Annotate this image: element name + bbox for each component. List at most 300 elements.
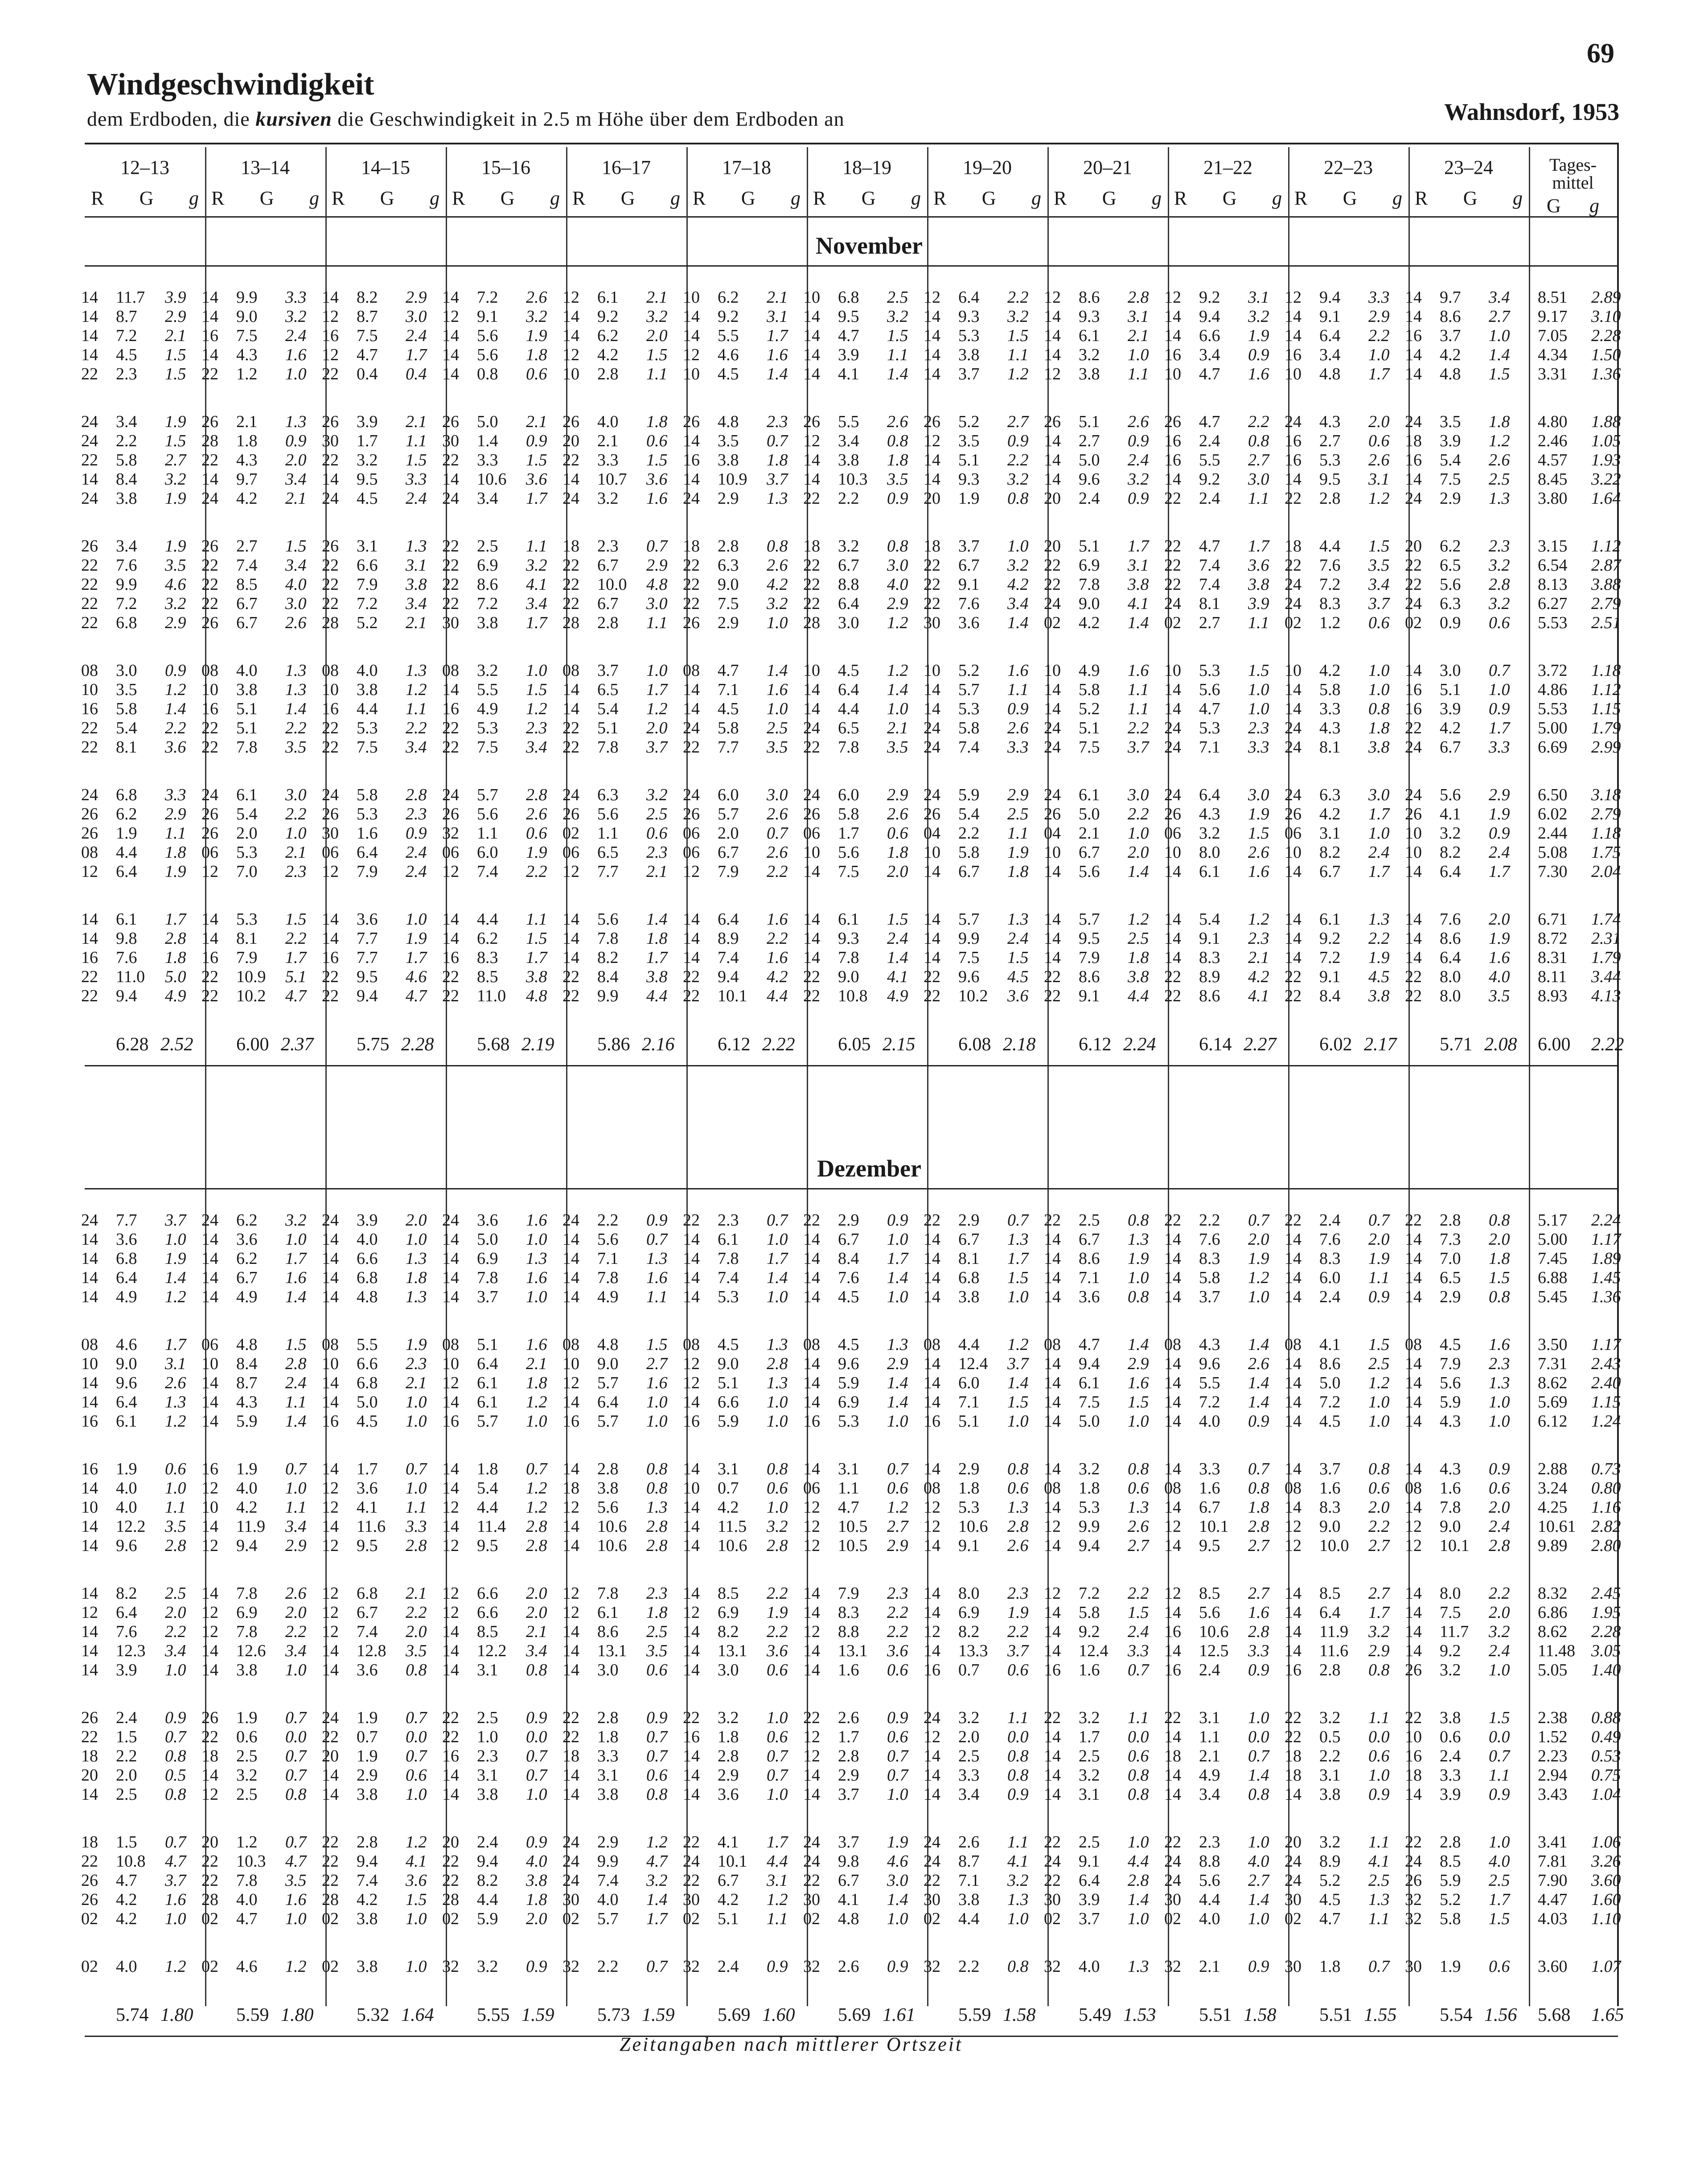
wind-direction: 14 — [1164, 1230, 1181, 1249]
wind-speed-2m: 1.4 — [646, 910, 668, 929]
monthly-mean-ground: 5.59 — [958, 2005, 991, 2025]
wind-direction: 14 — [1405, 346, 1422, 364]
wind-speed-ground: 13.1 — [718, 1642, 747, 1660]
column-subheader — [686, 187, 807, 210]
wind-speed-ground: 8.4 — [597, 967, 619, 986]
wind-speed-ground: 7.5 — [1440, 1603, 1461, 1622]
wind-direction: 14 — [1044, 1785, 1061, 1804]
wind-speed-2m: 1.6 — [767, 910, 788, 929]
wind-speed-ground: 1.1 — [838, 1479, 859, 1498]
wind-speed-2m: 2.6 — [767, 805, 788, 823]
daily-mean-2m: 2.28 — [1591, 1622, 1621, 1641]
wind-speed-2m: 2.8 — [646, 1536, 668, 1555]
wind-direction: 22 — [201, 719, 218, 737]
wind-speed-ground: 3.7 — [838, 1785, 859, 1804]
wind-speed-ground: 9.1 — [958, 575, 980, 594]
wind-speed-ground: 5.9 — [958, 786, 980, 804]
daily-mean-2m: 1.88 — [1591, 412, 1621, 431]
wind-direction: 14 — [924, 1785, 940, 1804]
wind-speed-ground: 3.9 — [357, 412, 378, 431]
wind-direction: 14 — [81, 1393, 98, 1411]
wind-direction: 14 — [442, 1230, 459, 1249]
wind-speed-2m: 1.1 — [1128, 680, 1149, 699]
wind-direction: 14 — [1164, 1498, 1181, 1517]
wind-speed-ground: 9.2 — [1079, 1622, 1100, 1641]
wind-speed-ground: 3.7 — [958, 365, 980, 383]
wind-speed-2m: 2.2 — [1248, 412, 1269, 431]
wind-direction: 24 — [924, 719, 940, 737]
wind-speed-2m: 1.8 — [526, 1890, 547, 1909]
wind-speed-2m: 1.7 — [767, 326, 788, 345]
wind-direction: 10 — [924, 661, 940, 680]
wind-speed-ground: 5.4 — [597, 699, 619, 718]
wind-speed-ground: 6.3 — [1319, 786, 1341, 804]
wind-speed-ground: 4.2 — [1079, 613, 1100, 632]
wind-direction: 14 — [1164, 1374, 1181, 1392]
wind-direction: 12 — [322, 862, 339, 881]
wind-speed-2m: 0.6 — [767, 1479, 788, 1498]
wind-speed-2m: 1.4 — [165, 699, 186, 718]
wind-speed-ground: 4.1 — [718, 1833, 739, 1851]
wind-speed-2m: 1.8 — [526, 346, 547, 364]
wind-speed-ground: 10.6 — [958, 1517, 988, 1536]
column-header-label: 17–18 — [722, 156, 771, 178]
wind-direction: 26 — [81, 537, 98, 555]
wind-direction: 16 — [1405, 326, 1422, 345]
table-row — [0, 699, 1621, 719]
wind-speed-2m: 1.0 — [767, 1785, 788, 1804]
wind-speed-ground: 0.5 — [1319, 1728, 1341, 1746]
wind-speed-2m: 2.2 — [406, 719, 427, 737]
wind-speed-2m: 2.5 — [1489, 1871, 1510, 1890]
wind-speed-ground: 4.7 — [838, 326, 859, 345]
wind-direction: 10 — [803, 661, 820, 680]
wind-speed-2m: 2.2 — [285, 1622, 307, 1641]
wind-speed-ground: 8.0 — [1440, 1584, 1461, 1603]
wind-speed-ground: 8.5 — [1440, 1852, 1461, 1871]
wind-direction: 22 — [322, 1871, 339, 1890]
wind-direction: 32 — [1405, 1909, 1422, 1928]
wind-speed-ground: 7.8 — [597, 1584, 619, 1603]
wind-direction: 14 — [924, 948, 940, 967]
wind-direction: 14 — [1044, 346, 1061, 364]
wind-speed-ground: 8.6 — [1199, 987, 1220, 1005]
wind-speed-ground: 3.4 — [477, 489, 498, 508]
wind-speed-2m: 1.3 — [406, 661, 427, 680]
wind-speed-2m: 4.1 — [887, 967, 908, 986]
wind-speed-ground: 2.1 — [597, 432, 619, 450]
wind-speed-2m: 1.9 — [1489, 929, 1510, 948]
wind-speed-2m: 0.8 — [1128, 1211, 1149, 1230]
wind-direction: 06 — [803, 1479, 820, 1498]
wind-speed-2m: 3.8 — [526, 967, 547, 986]
daily-mean-2m: 2.31 — [1591, 929, 1621, 948]
wind-direction: 22 — [562, 1728, 579, 1746]
wind-direction: 12 — [562, 1498, 579, 1517]
wind-speed-ground: 9.5 — [477, 1536, 498, 1555]
wind-direction: 14 — [1285, 1412, 1302, 1431]
wind-direction: 14 — [81, 326, 98, 345]
wind-speed-2m: 1.3 — [285, 661, 307, 680]
wind-speed-ground: 9.6 — [116, 1374, 137, 1392]
daily-mean-2m: 3.44 — [1591, 967, 1621, 986]
wind-speed-2m: 0.7 — [1248, 1747, 1269, 1765]
wind-speed-ground: 1.5 — [116, 1833, 137, 1851]
wind-speed-ground: 3.3 — [958, 1766, 980, 1785]
subheader-g: g — [189, 187, 199, 209]
wind-speed-2m: 1.2 — [646, 1833, 668, 1851]
wind-speed-2m: 1.5 — [1248, 661, 1269, 680]
wind-speed-ground: 4.2 — [718, 1890, 739, 1909]
wind-speed-2m: 1.0 — [165, 1479, 186, 1498]
wind-speed-2m: 4.2 — [767, 575, 788, 594]
wind-speed-ground: 4.1 — [1319, 1335, 1341, 1354]
wind-direction: 06 — [201, 1335, 218, 1354]
wind-speed-ground: 4.5 — [357, 489, 378, 508]
wind-direction: 24 — [803, 1852, 820, 1871]
wind-speed-ground: 3.8 — [958, 1288, 980, 1306]
wind-direction: 30 — [1044, 1890, 1061, 1909]
wind-speed-ground: 9.6 — [838, 1354, 859, 1373]
wind-speed-2m: 0.6 — [646, 824, 668, 843]
wind-speed-ground: 3.8 — [477, 1785, 498, 1804]
monthly-mean-ground: 5.51 — [1319, 2005, 1352, 2025]
wind-direction: 14 — [201, 1374, 218, 1392]
wind-direction: 08 — [562, 661, 579, 680]
wind-direction: 24 — [924, 786, 940, 804]
wind-speed-2m: 0.8 — [406, 1661, 427, 1679]
wind-direction: 20 — [1285, 1833, 1302, 1851]
wind-speed-2m: 0.9 — [1248, 1957, 1269, 1976]
wind-speed-ground: 5.1 — [597, 719, 619, 737]
wind-speed-ground: 6.4 — [1319, 1603, 1341, 1622]
wind-direction: 22 — [803, 1211, 820, 1230]
wind-direction: 24 — [1164, 594, 1181, 613]
wind-speed-ground: 5.1 — [718, 1909, 739, 1928]
wind-speed-2m: 1.3 — [285, 680, 307, 699]
daily-mean-2m: 3.05 — [1591, 1642, 1621, 1660]
subheader-g: g — [790, 187, 801, 209]
wind-speed-2m: 2.8 — [646, 1517, 668, 1536]
wind-direction: 32 — [562, 1957, 579, 1976]
wind-direction: 22 — [81, 365, 98, 383]
wind-speed-ground: 3.3 — [597, 1747, 619, 1765]
wind-speed-ground: 2.2 — [116, 1747, 137, 1765]
wind-speed-ground: 3.9 — [116, 1661, 137, 1679]
wind-direction: 12 — [201, 1603, 218, 1622]
wind-speed-ground: 1.8 — [718, 1728, 739, 1746]
wind-speed-ground: 9.4 — [477, 1852, 498, 1871]
daily-mean-ground: 4.34 — [1538, 346, 1568, 364]
wind-speed-ground: 2.5 — [116, 1785, 137, 1804]
wind-speed-2m: 1.6 — [1489, 1335, 1510, 1354]
wind-speed-ground: 9.4 — [1199, 307, 1220, 326]
wind-direction: 30 — [442, 613, 459, 632]
wind-direction: 08 — [1044, 1335, 1061, 1354]
wind-direction: 12 — [201, 1536, 218, 1555]
wind-speed-ground: 3.9 — [357, 1211, 378, 1230]
wind-speed-ground: 3.6 — [236, 1230, 258, 1249]
wind-direction: 12 — [924, 288, 940, 307]
wind-speed-ground: 7.8 — [838, 948, 859, 967]
wind-direction: 12 — [322, 1603, 339, 1622]
wind-direction: 16 — [924, 1412, 940, 1431]
wind-direction: 24 — [442, 786, 459, 804]
wind-direction: 14 — [201, 1766, 218, 1785]
wind-direction: 14 — [322, 470, 339, 489]
wind-speed-2m: 2.4 — [1489, 843, 1510, 862]
column-header-label: 13–14 — [241, 156, 290, 178]
wind-direction: 12 — [803, 1728, 820, 1746]
wind-direction: 14 — [322, 1785, 339, 1804]
wind-speed-ground: 3.8 — [357, 1785, 378, 1804]
wind-speed-ground: 3.2 — [1440, 824, 1461, 843]
wind-speed-2m: 4.2 — [1248, 967, 1269, 986]
wind-speed-2m: 1.0 — [1489, 1661, 1510, 1679]
wind-speed-2m: 1.0 — [1007, 1412, 1029, 1431]
wind-speed-ground: 8.0 — [1199, 843, 1220, 862]
wind-speed-2m: 0.6 — [1489, 613, 1510, 632]
wind-direction: 02 — [1164, 1909, 1181, 1928]
wind-speed-ground: 1.9 — [357, 1747, 378, 1765]
wind-speed-2m: 2.7 — [1248, 1536, 1269, 1555]
wind-speed-ground: 5.6 — [597, 805, 619, 823]
daily-mean-2m: 1.60 — [1591, 1890, 1621, 1909]
wind-direction: 14 — [1405, 1785, 1422, 1804]
wind-direction: 26 — [1285, 805, 1302, 823]
wind-direction: 14 — [322, 910, 339, 929]
wind-direction: 28 — [803, 613, 820, 632]
wind-direction: 24 — [1285, 1871, 1302, 1890]
wind-speed-2m: 1.0 — [767, 1230, 788, 1249]
wind-speed-2m: 0.8 — [1128, 1785, 1149, 1804]
wind-speed-ground: 5.6 — [477, 326, 498, 345]
wind-speed-2m: 1.3 — [1007, 1230, 1029, 1249]
table-row — [0, 288, 1621, 307]
wind-speed-ground: 13.1 — [838, 1642, 868, 1660]
wind-speed-2m: 2.8 — [767, 1536, 788, 1555]
wind-speed-ground: 6.1 — [597, 1603, 619, 1622]
wind-speed-2m: 1.9 — [526, 326, 547, 345]
wind-speed-2m: 1.4 — [1007, 613, 1029, 632]
monthly-mean-2m: 1.55 — [1364, 2005, 1397, 2025]
wind-direction: 24 — [322, 489, 339, 508]
daily-mean-ground: 4.86 — [1538, 680, 1568, 699]
wind-speed-2m: 2.3 — [1489, 537, 1510, 555]
wind-speed-2m: 3.3 — [406, 1517, 427, 1536]
wind-speed-ground: 6.4 — [718, 910, 739, 929]
wind-direction: 08 — [1285, 1479, 1302, 1498]
wind-speed-ground: 6.4 — [1079, 1871, 1100, 1890]
wind-speed-ground: 3.8 — [838, 451, 859, 469]
wind-direction: 10 — [1164, 843, 1181, 862]
wind-speed-2m: 2.1 — [526, 1354, 547, 1373]
wind-speed-ground: 4.2 — [718, 1498, 739, 1517]
wind-direction: 14 — [1044, 1536, 1061, 1555]
wind-direction: 14 — [201, 1249, 218, 1268]
wind-speed-2m: 1.1 — [1007, 346, 1029, 364]
wind-direction: 28 — [322, 613, 339, 632]
wind-speed-ground: 12.4 — [958, 1354, 988, 1373]
column-header-daily-mean — [1529, 155, 1617, 217]
wind-direction: 14 — [1285, 1268, 1302, 1287]
wind-speed-ground: 5.9 — [838, 1374, 859, 1392]
wind-direction: 12 — [1285, 1517, 1302, 1536]
wind-speed-ground: 1.9 — [116, 1460, 137, 1478]
daily-mean-ground: 3.24 — [1538, 1479, 1568, 1498]
wind-speed-2m: 0.7 — [887, 1766, 908, 1785]
wind-speed-ground: 6.8 — [357, 1268, 378, 1287]
wind-direction: 24 — [562, 1211, 579, 1230]
wind-speed-ground: 5.5 — [838, 412, 859, 431]
wind-direction: 14 — [1285, 910, 1302, 929]
wind-direction: 12 — [562, 1584, 579, 1603]
wind-speed-ground: 8.9 — [1319, 1852, 1341, 1871]
column-header-label: 18–19 — [842, 156, 891, 178]
wind-speed-ground: 5.8 — [116, 451, 137, 469]
wind-speed-ground: 6.1 — [1199, 862, 1220, 881]
wind-speed-ground: 7.5 — [1079, 1393, 1100, 1411]
wind-speed-2m: 0.6 — [1368, 432, 1390, 450]
wind-speed-2m: 0.7 — [887, 1460, 908, 1478]
daily-mean-ground: 7.31 — [1538, 1354, 1568, 1373]
wind-direction: 14 — [1044, 1747, 1061, 1765]
wind-speed-ground: 5.2 — [958, 661, 980, 680]
daily-mean-2m: 0.75 — [1591, 1766, 1621, 1785]
wind-speed-ground: 3.8 — [597, 1785, 619, 1804]
wind-direction: 14 — [683, 910, 700, 929]
wind-speed-ground: 5.9 — [718, 1412, 739, 1431]
wind-speed-2m: 3.2 — [646, 1871, 668, 1890]
wind-direction: 10 — [683, 365, 700, 383]
wind-speed-2m: 0.6 — [165, 1460, 186, 1478]
wind-speed-ground: 6.9 — [718, 1603, 739, 1622]
wind-speed-2m: 1.1 — [1368, 1909, 1390, 1928]
wind-direction: 14 — [1405, 1230, 1422, 1249]
wind-speed-2m: 0.8 — [1007, 1747, 1029, 1765]
wind-speed-2m: 2.2 — [406, 1603, 427, 1622]
wind-speed-ground: 4.9 — [477, 699, 498, 718]
wind-speed-2m: 2.4 — [406, 489, 427, 508]
wind-speed-ground: 4.8 — [838, 1909, 859, 1928]
wind-speed-2m: 2.1 — [285, 843, 307, 862]
wind-speed-ground: 3.2 — [1440, 1661, 1461, 1679]
wind-speed-ground: 7.9 — [1079, 948, 1100, 967]
wind-direction: 12 — [803, 1498, 820, 1517]
wind-speed-ground: 7.8 — [597, 1268, 619, 1287]
wind-speed-2m: 1.5 — [1368, 537, 1390, 555]
wind-direction: 14 — [1044, 1460, 1061, 1478]
wind-speed-ground: 4.3 — [1440, 1412, 1461, 1431]
wind-direction: 12 — [201, 1785, 218, 1804]
wind-direction: 16 — [322, 699, 339, 718]
wind-speed-2m: 1.0 — [767, 613, 788, 632]
wind-speed-ground: 6.7 — [1079, 843, 1100, 862]
daily-mean-ground: 7.81 — [1538, 1852, 1568, 1871]
wind-speed-ground: 8.2 — [597, 948, 619, 967]
wind-speed-2m: 3.3 — [1128, 1642, 1149, 1660]
wind-direction: 12 — [322, 1584, 339, 1603]
wind-speed-ground: 5.1 — [718, 1374, 739, 1392]
wind-speed-ground: 7.8 — [236, 1871, 258, 1890]
wind-direction: 18 — [81, 1747, 98, 1765]
wind-direction: 26 — [201, 1708, 218, 1727]
wind-speed-ground: 6.4 — [1440, 862, 1461, 881]
wind-speed-2m: 2.0 — [526, 1603, 547, 1622]
wind-direction: 16 — [1164, 432, 1181, 450]
wind-speed-2m: 2.1 — [767, 288, 788, 307]
wind-speed-ground: 5.0 — [357, 1393, 378, 1411]
wind-speed-ground: 7.0 — [236, 862, 258, 881]
wind-speed-2m: 2.0 — [1489, 910, 1510, 929]
wind-direction: 16 — [803, 1412, 820, 1431]
wind-speed-ground: 8.3 — [1319, 594, 1341, 613]
wind-direction: 12 — [562, 862, 579, 881]
wind-speed-ground: 5.7 — [958, 910, 980, 929]
wind-speed-2m: 1.3 — [767, 1335, 788, 1354]
wind-speed-ground: 5.3 — [958, 326, 980, 345]
wind-direction: 02 — [322, 1957, 339, 1976]
wind-speed-ground: 4.4 — [477, 1498, 498, 1517]
wind-direction: 12 — [322, 346, 339, 364]
wind-direction: 24 — [442, 1211, 459, 1230]
wind-direction: 20 — [1044, 489, 1061, 508]
wind-speed-ground: 4.8 — [236, 1335, 258, 1354]
table-row — [0, 1890, 1621, 1909]
wind-direction: 14 — [803, 1249, 820, 1268]
wind-direction: 32 — [442, 824, 459, 843]
wind-direction: 14 — [1285, 1498, 1302, 1517]
wind-speed-ground: 0.6 — [236, 1728, 258, 1746]
wind-speed-ground: 8.3 — [1199, 948, 1220, 967]
wind-speed-ground: 6.4 — [116, 1268, 137, 1287]
wind-speed-2m: 4.7 — [285, 987, 307, 1005]
wind-direction: 14 — [81, 1479, 98, 1498]
wind-direction: 14 — [1164, 307, 1181, 326]
wind-direction: 16 — [1285, 1661, 1302, 1679]
wind-direction: 14 — [442, 1642, 459, 1660]
wind-speed-ground: 6.6 — [357, 1249, 378, 1268]
wind-direction: 14 — [562, 1785, 579, 1804]
wind-speed-2m: 3.2 — [1489, 1622, 1510, 1641]
wind-direction: 14 — [924, 1249, 940, 1268]
wind-speed-2m: 1.5 — [646, 1335, 668, 1354]
wind-speed-2m: 2.5 — [165, 1584, 186, 1603]
wind-speed-ground: 13.1 — [597, 1642, 627, 1660]
wind-speed-ground: 2.2 — [116, 432, 137, 450]
wind-direction: 02 — [442, 1909, 459, 1928]
wind-speed-2m: 1.5 — [165, 346, 186, 364]
wind-speed-ground: 3.4 — [1199, 1785, 1220, 1804]
wind-direction: 14 — [442, 288, 459, 307]
daily-mean-2m: 2.51 — [1591, 613, 1621, 632]
wind-direction: 10 — [81, 680, 98, 699]
wind-direction: 16 — [1164, 451, 1181, 469]
wind-direction: 14 — [1405, 1249, 1422, 1268]
subtitle-part-3: die Geschwindigkeit in 2.5 m Höhe über dem Erdboden an — [332, 107, 845, 130]
wind-speed-2m: 1.2 — [165, 680, 186, 699]
wind-direction: 18 — [1285, 1766, 1302, 1785]
wind-speed-2m: 1.4 — [1007, 1374, 1029, 1392]
wind-speed-2m: 2.6 — [285, 1584, 307, 1603]
wind-speed-ground: 8.1 — [1199, 594, 1220, 613]
wind-direction: 12 — [803, 1747, 820, 1765]
wind-direction: 14 — [1044, 1354, 1061, 1373]
wind-speed-ground: 7.8 — [597, 929, 619, 948]
wind-speed-2m: 4.0 — [1248, 1852, 1269, 1871]
wind-speed-ground: 1.2 — [1319, 613, 1341, 632]
wind-speed-2m: 1.3 — [767, 489, 788, 508]
